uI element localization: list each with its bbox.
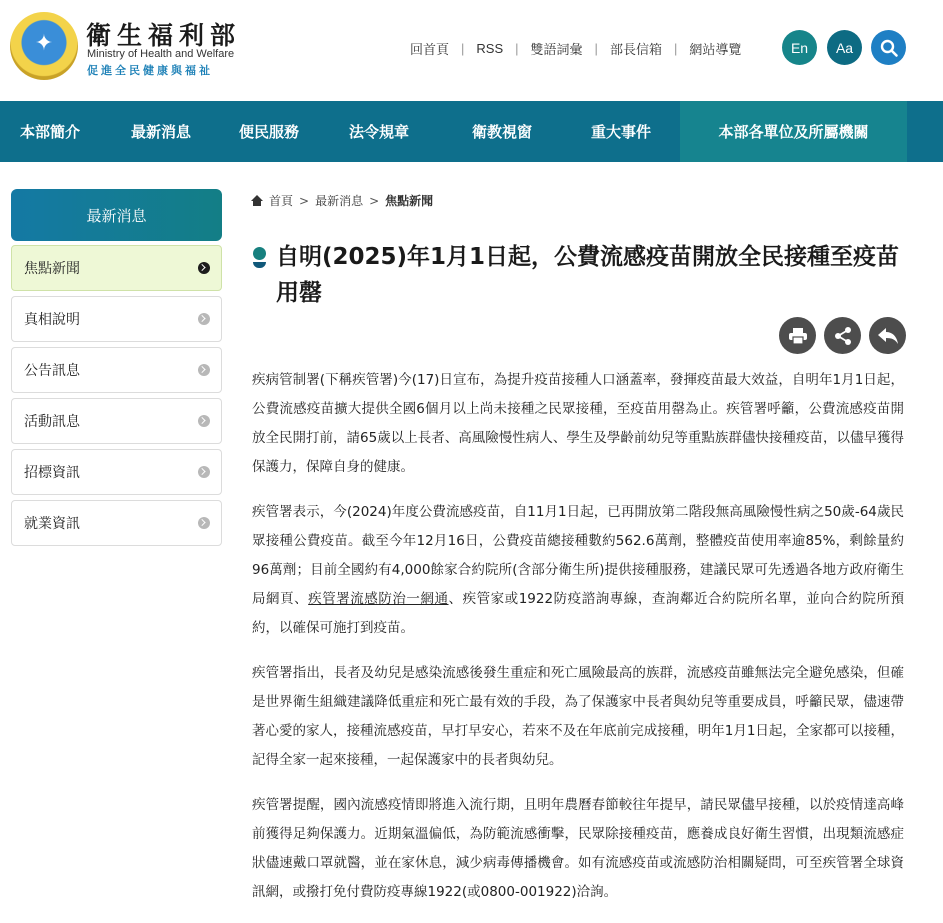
nav-news[interactable]: 最新消息 [130, 123, 191, 141]
share-icon [833, 326, 853, 346]
print-icon [788, 327, 808, 345]
toplink-sitemap[interactable]: 網站導覽 [689, 41, 742, 57]
chevron-right-icon [198, 517, 210, 529]
sidebar-item-tenders[interactable] [11, 449, 222, 495]
sidebar-heading: 最新消息 [11, 189, 222, 241]
share-button[interactable] [824, 317, 861, 354]
back-icon [877, 327, 899, 345]
sidebar-item-label: 活動訊息 [24, 414, 80, 430]
sidebar-item-jobs[interactable] [11, 500, 222, 546]
title-bullet-icon [253, 262, 266, 268]
home-icon [251, 195, 262, 206]
back-button[interactable] [869, 317, 906, 354]
separator: | [515, 40, 519, 56]
breadcrumb [251, 192, 433, 209]
sidebar-item-label: 焦點新聞 [24, 261, 80, 277]
nav-health-education[interactable]: 衛教視窗 [471, 123, 532, 141]
sidebar-item-clarifications[interactable] [11, 296, 222, 342]
sidebar-item-label: 就業資訊 [24, 516, 80, 532]
separator: | [461, 40, 465, 56]
sidebar-item-label: 招標資訊 [24, 465, 80, 481]
nav-services[interactable]: 便民服務 [238, 123, 299, 141]
article-body [252, 366, 904, 923]
breadcrumb-separator: > [299, 193, 310, 208]
breadcrumb-separator: > [369, 193, 380, 208]
breadcrumb-home[interactable]: 首頁 [269, 194, 294, 208]
sidebar-menu [11, 245, 222, 551]
sidebar-item-label: 真相說明 [24, 312, 80, 328]
article-paragraph [252, 498, 904, 643]
mohw-logo-icon[interactable] [10, 12, 78, 80]
toplink-glossary[interactable]: 雙語詞彙 [530, 41, 583, 57]
font-size-button[interactable]: Aa [827, 30, 862, 65]
english-button[interactable]: En [782, 30, 817, 65]
nav-about[interactable]: 本部簡介 [19, 123, 80, 141]
nav-major-events[interactable]: 重大事件 [590, 123, 651, 141]
breadcrumb-news[interactable]: 最新消息 [315, 194, 364, 208]
brand-name-en: Ministry of Health and Welfare [87, 48, 235, 60]
sidebar-item-announcements[interactable] [11, 347, 222, 393]
chevron-right-icon [198, 415, 210, 427]
paragraph-text: 疾管署表示，今(2024)年度公費流感疫苗，自11月1日起，已再開放第二階段無高風險慢性病之50歲-64歲民眾接種公費疫苗。截至今年12月16日，公費疫苗總接種數約562.6萬劑，整體疫苗使用率逾85%，剩餘量約96萬劑；目前全國約有4,000餘家合約院所(含部分衛生所)提供接種服務，建議民眾可先透過各地方政府衛生局網頁、 [252, 504, 904, 607]
print-button[interactable] [779, 317, 816, 354]
title-bullet-icon [253, 247, 266, 260]
sidebar-item-focus-news[interactable] [11, 245, 222, 291]
nav-regulations[interactable]: 法令規章 [348, 123, 409, 141]
brand-slogan: 促進全民健康與福祉 [87, 64, 213, 77]
page-title: 自明(2025)年1月1日起，公費流感疫苗開放全民接種至疫苗用罄 [276, 244, 900, 306]
article-paragraph: 疾病管制署(下稱疾管署)今(17)日宣布，為提升疫苗接種人口涵蓋率，發揮疫苗最大效益，自明年1月1日起，公費流感疫苗擴大提供全國6個月以上尚未接種之民眾接種，至疫苗用罄為止。疾管署呼籲，公費流感疫苗開放全民開打前，請65歲以上長者、高風險慢性病人、學生及學齡前幼兒等重點族群儘快接種疫苗，以儘早獲得保護力，保障自身的健康。 [252, 372, 904, 475]
cdc-influenza-link[interactable]: 疾管署流感防治一網通 [308, 591, 449, 607]
separator: | [594, 40, 598, 56]
breadcrumb-current[interactable]: 焦點新聞 [385, 194, 434, 208]
main-nav [0, 101, 943, 162]
chevron-right-icon [198, 313, 210, 325]
site-header [0, 0, 943, 100]
chevron-right-icon [198, 466, 210, 478]
separator: | [673, 40, 678, 56]
sidebar-item-label: 公告訊息 [24, 363, 80, 379]
chevron-right-icon [198, 262, 210, 274]
nav-units-agencies[interactable]: 本部各單位及所屬機關 [680, 101, 907, 162]
toplink-minister-mail[interactable]: 部長信箱 [609, 41, 662, 57]
top-links [398, 38, 753, 58]
chevron-right-icon [198, 364, 210, 376]
sidebar-item-events[interactable] [11, 398, 222, 444]
toplink-home[interactable]: 回首頁 [410, 41, 450, 57]
search-button[interactable] [871, 30, 906, 65]
search-icon [880, 39, 898, 57]
paragraph-text: 、疾管家或1922防疫諮詢專線，查詢鄰近合約院所名單，並向合約院所預約，以確保可施打到疫苗。 [252, 591, 905, 636]
toplink-rss[interactable]: RSS [476, 40, 504, 56]
article-paragraph: 疾管署指出，長者及幼兒是感染流感後發生重症和死亡風險最高的族群，流感疫苗雖無法完全避免感染，但確是世界衛生組織建議降低重症和死亡最有效的手段，為了保護家中長者與幼兒等重要成員，呼籲民眾，儘速帶著心愛的家人，接種流感疫苗，早打早安心，若來不及在年底前完成接種，明年1月1日起，全家都可以接種，記得全家一起來接種，一起保護家中的長者與幼兒。 [252, 665, 904, 768]
brand-name-zh[interactable]: 衛生福利部 [86, 21, 242, 50]
logo-emblem-icon: ✦ [34, 31, 54, 56]
article-paragraph: 疾管署提醒，國內流感疫情即將進入流行期，且明年農曆春節較往年提早，請民眾儘早接種，以於疫情達高峰前獲得足夠保護力。近期氣溫偏低，為防範流感衝擊，民眾除接種疫苗，應養成良好衛生習慣，出現類流感症狀儘速戴口罩就醫，並在家休息，減少病毒傳播機會。如有流感疫苗或流感防治相關疑問，可至疾管署全球資訊網，或撥打免付費防疫專線1922(或0800-001922)洽詢。 [252, 797, 904, 900]
